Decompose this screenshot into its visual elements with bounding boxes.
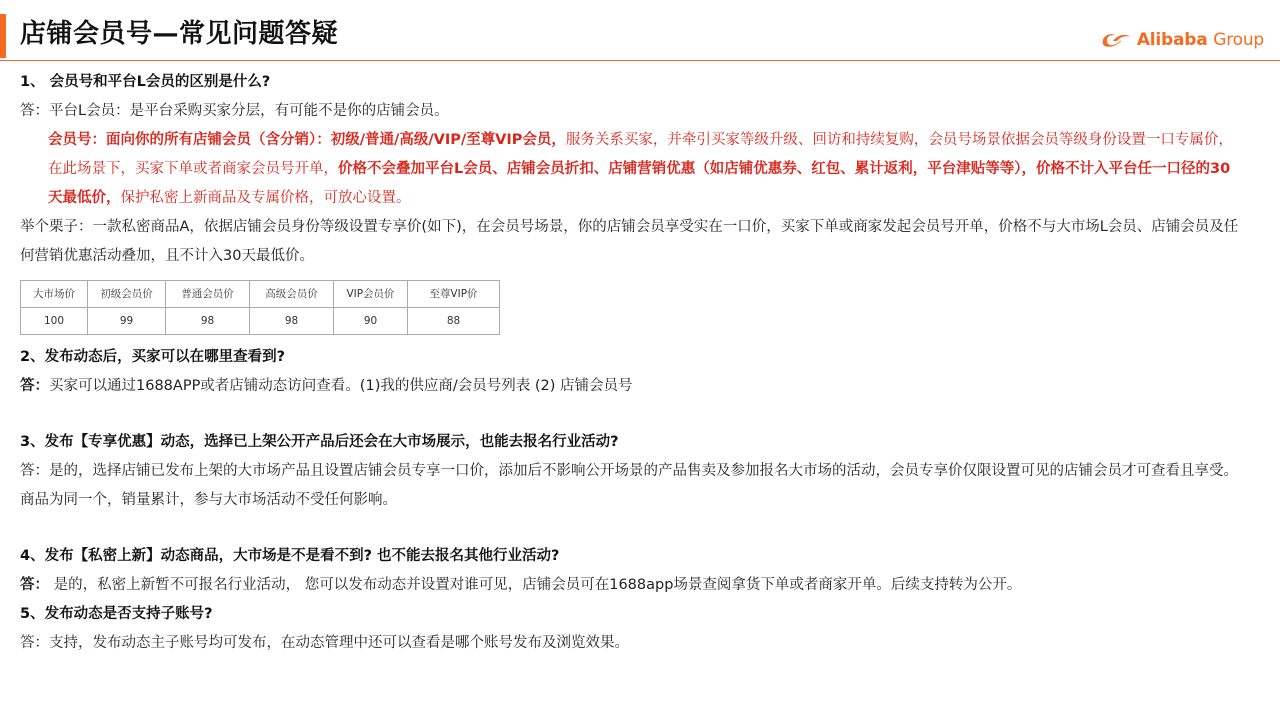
- table-header-cell: 高级会员价: [250, 281, 334, 308]
- table-header-cell: 普通会员价: [166, 281, 250, 308]
- member-definition: 会员号：面向你的所有店铺会员（含分销）：初级/普通/高级/VIP/至尊VIP会员，: [48, 132, 566, 148]
- faq-answer-4-text: 是的，私密上新暂不可报名行业活动， 您可以发布动态并设置对谁可见，店铺会员可在1688app场景查阅拿货下单或者商家开单。后续支持转为公开。: [49, 577, 1022, 593]
- table-header-cell: 大市场价: [21, 281, 88, 308]
- faq-answer-2-text: 买家可以通过1688APP或者店铺动态访问查看。(1)我的供应商/会员号列表 (2) 店铺会员号: [49, 378, 633, 394]
- faq-question-3: 3、发布【专享优惠】动态，选择已上架公开产品后还会在大市场展示，也能去报名行业活动?: [20, 434, 619, 450]
- faq-question-4: 4、发布【私密上新】动态商品，大市场是不是看不到? 也不能去报名其他行业活动?: [20, 548, 560, 564]
- price-rule-text: 价格不会叠加平台L会员、店铺会员折扣、店铺营销优惠（如店铺优惠券、红包、累计返利，平台津贴等等），价格不计入平台任一口径的30天最低价，: [48, 161, 1231, 206]
- faq-answer-1-line: 答：平台L会员：是平台采购买家分层，有可能不是你的店铺会员。: [20, 103, 449, 119]
- table-cell: 88: [408, 308, 500, 335]
- member-service-text: 服务关系买家，并牵引买家等级升级、回访和持续复购，会员号场景依据会员等级身份设置一口专属价，在此场景下，买家下单或者商家会员号开单，: [48, 132, 1233, 177]
- table-header-cell: 初级会员价: [88, 281, 166, 308]
- logo-brand: Alibaba: [1136, 30, 1208, 50]
- faq-question-2: 2、发布动态后，买家可以在哪里查看到?: [20, 349, 285, 365]
- answer-label: 答：: [20, 378, 49, 394]
- faq-answer-4: [20, 571, 1240, 600]
- table-row: [21, 308, 500, 335]
- faq-answer-1-member-paragraph: [20, 126, 1240, 213]
- alibaba-group-logo: [1099, 26, 1264, 54]
- logo-wordmark: [1137, 30, 1264, 50]
- faq-answer-1-example: 举个栗子：一款私密商品A，依据店铺会员身份等级设置专享价(如下)，在会员号场景，你的店铺会员享受实在一口价，买家下单或商家发起会员号开单，价格不与大市场L会员、店铺会员及任何营销优惠活动叠加，且不计入30天最低价。: [20, 219, 1239, 264]
- table-cell: 100: [21, 308, 88, 335]
- faq-question-1: 1、 会员号和平台L会员的区别是什么?: [20, 74, 271, 90]
- table-header-cell: VIP会员价: [334, 281, 408, 308]
- table-cell: 90: [334, 308, 408, 335]
- table-cell: 98: [166, 308, 250, 335]
- faq-question-5: 5、发布动态是否支持子账号?: [20, 606, 213, 622]
- table-header-row: [21, 281, 500, 308]
- header-divider: [0, 60, 1280, 61]
- faq-answer-2: [20, 372, 1240, 401]
- answer-label: 答：: [20, 577, 49, 593]
- table-cell: 98: [250, 308, 334, 335]
- logo-suffix: Group: [1213, 30, 1264, 50]
- protection-text: 保护私密上新商品及专属价格，可放心设置。: [120, 190, 411, 206]
- faq-content: [20, 68, 1240, 658]
- table-cell: 99: [88, 308, 166, 335]
- spacer: [20, 401, 1240, 428]
- member-price-table: [20, 280, 500, 335]
- spacer: [20, 515, 1240, 542]
- faq-answer-5: 答：支持，发布动态主子账号均可发布，在动态管理中还可以查看是哪个账号发布及浏览效果。: [20, 635, 629, 651]
- page-title: 店铺会员号—常见问题答疑: [20, 19, 339, 49]
- faq-answer-3: 答：是的，选择店铺已发布上架的大市场产品且设置店铺会员专享一口价，添加后不影响公开场景的产品售卖及参加报名大市场的活动，会员专享价仅限设置可见的店铺会员才可查看且享受。商品为同一个，销量累计，参与大市场活动不受任何影响。: [20, 463, 1238, 508]
- alibaba-logo-icon: [1099, 29, 1133, 51]
- title-accent-bar: [0, 14, 6, 58]
- table-header-cell: 至尊VIP价: [408, 281, 500, 308]
